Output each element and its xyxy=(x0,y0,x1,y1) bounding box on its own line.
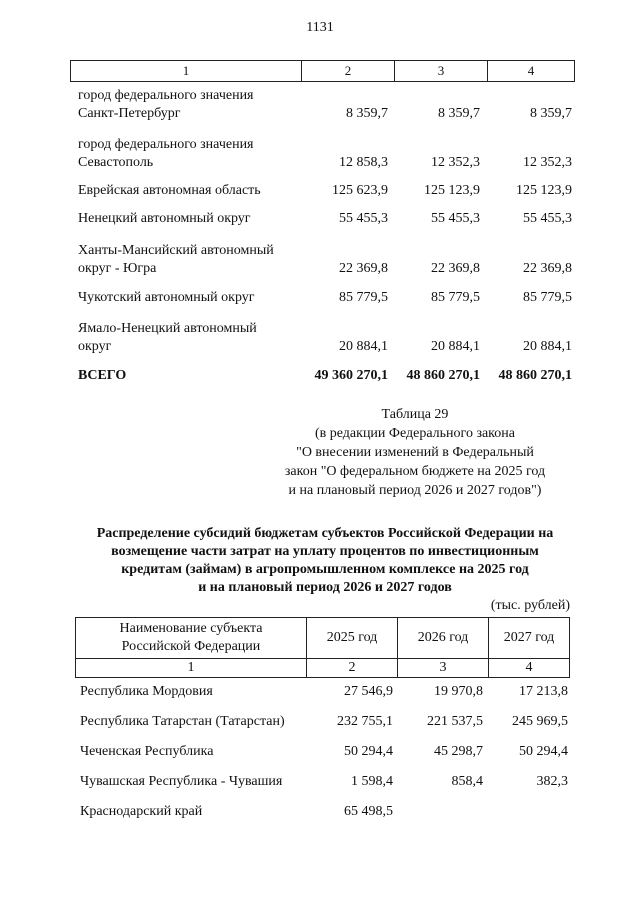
value-2025: 85 779,5 xyxy=(339,290,388,305)
value-2026: 125 123,9 xyxy=(424,183,480,198)
value-2025: 8 359,7 xyxy=(346,106,388,121)
row-name xyxy=(78,87,318,123)
header-cell: 2027 год xyxy=(503,630,555,645)
row-name-line: Ханты-Мансийский автономный xyxy=(78,243,274,258)
row-name: Ненецкий автономный округ xyxy=(78,211,251,226)
value-2025: 20 884,1 xyxy=(339,339,388,354)
value-2025: 65 498,5 xyxy=(344,804,393,819)
row-name xyxy=(78,320,318,356)
title-line: кредитам (займам) в агропромышленном комплексе на 2025 год xyxy=(121,562,529,577)
row-name-line: округ xyxy=(78,339,112,354)
value-2027: 17 213,8 xyxy=(519,684,568,699)
row-name-line: город федерального значения xyxy=(78,88,254,103)
header-cell xyxy=(76,618,306,658)
value-2025: 125 623,9 xyxy=(332,183,388,198)
column-number: 3 xyxy=(398,658,488,677)
total-2025: 49 360 270,1 xyxy=(314,368,388,383)
total-label: ВСЕГО xyxy=(78,368,127,383)
column-number: 3 xyxy=(395,61,488,81)
value-2026: 221 537,5 xyxy=(427,714,483,729)
header-col-2027 xyxy=(489,618,569,677)
table-label: Таблица 29 xyxy=(381,407,449,422)
value-2027: 50 294,4 xyxy=(519,744,568,759)
value-2025: 55 455,3 xyxy=(339,211,388,226)
header-line: Российской Федерации xyxy=(121,639,261,654)
header-col-2026 xyxy=(398,618,489,677)
header-cell: 2026 год xyxy=(417,630,469,645)
value-2027: 12 352,3 xyxy=(523,155,572,170)
value-2026: 22 369,8 xyxy=(431,261,480,276)
table-header xyxy=(75,617,570,678)
title-line: и на плановый период 2026 и 2027 годов xyxy=(198,580,452,595)
row-name-line: город федерального значения xyxy=(78,137,254,152)
subsidy-table xyxy=(75,617,570,819)
units-label: (тыс. рублей) xyxy=(490,598,570,613)
row-name: Республика Татарстан (Татарстан) xyxy=(80,714,285,729)
total-2027: 48 860 270,1 xyxy=(498,368,572,383)
value-2025: 50 294,4 xyxy=(344,744,393,759)
caption-line: (в редакции Федерального закона xyxy=(315,426,515,441)
caption-line: "О внесении изменений в Федеральный xyxy=(296,445,534,460)
page-number: 1131 xyxy=(306,20,334,35)
row-name: Чеченская Республика xyxy=(80,744,214,759)
row-name: Чувашская Республика - Чувашия xyxy=(80,774,283,789)
value-2027: 22 369,8 xyxy=(523,261,572,276)
table-title xyxy=(60,525,590,597)
value-2026: 19 970,8 xyxy=(434,684,483,699)
header-col-name xyxy=(76,618,307,677)
row-name-line: округ - Югра xyxy=(78,261,157,276)
column-number: 2 xyxy=(302,61,395,81)
row-name xyxy=(78,136,318,172)
title-line: возмещение части затрат на уплату процентов по инвестиционным xyxy=(111,544,539,559)
value-2026: 55 455,3 xyxy=(431,211,480,226)
table-caption xyxy=(255,405,575,500)
row-name xyxy=(78,242,318,278)
value-2025: 12 858,3 xyxy=(339,155,388,170)
table-continued xyxy=(70,60,575,383)
header-cell: 2025 год xyxy=(326,630,378,645)
caption-line: и на плановый период 2026 и 2027 годов") xyxy=(288,483,542,498)
column-number: 1 xyxy=(71,61,302,81)
value-2025: 27 546,9 xyxy=(344,684,393,699)
value-2027: 8 359,7 xyxy=(530,106,572,121)
value-2025: 232 755,1 xyxy=(337,714,393,729)
value-2027: 20 884,1 xyxy=(523,339,572,354)
value-2026: 858,4 xyxy=(451,774,483,789)
table-column-numbers xyxy=(70,60,575,82)
row-name-line: Санкт-Петербург xyxy=(78,106,181,121)
value-2027: 125 123,9 xyxy=(516,183,572,198)
value-2027: 55 455,3 xyxy=(523,211,572,226)
value-2026: 12 352,3 xyxy=(431,155,480,170)
header-col-2025 xyxy=(307,618,398,677)
total-2026: 48 860 270,1 xyxy=(406,368,480,383)
caption-line: закон "О федеральном бюджете на 2025 год xyxy=(284,464,546,479)
row-name: Еврейская автономная область xyxy=(78,183,261,198)
column-number: 4 xyxy=(489,658,569,677)
value-2026: 45 298,7 xyxy=(434,744,483,759)
value-2027: 382,3 xyxy=(536,774,568,789)
value-2025: 1 598,4 xyxy=(351,774,393,789)
title-line: Распределение субсидий бюджетам субъектов Российской Федерации на xyxy=(96,526,554,541)
row-name: Чукотский автономный округ xyxy=(78,290,255,305)
value-2026: 8 359,7 xyxy=(438,106,480,121)
column-number: 1 xyxy=(76,658,306,677)
row-name-line: Ямало-Ненецкий автономный xyxy=(78,321,257,336)
header-line: Наименование субъекта xyxy=(119,621,263,636)
row-name-line: Севастополь xyxy=(78,155,154,170)
value-2027: 85 779,5 xyxy=(523,290,572,305)
value-2026: 20 884,1 xyxy=(431,339,480,354)
column-number: 2 xyxy=(307,658,397,677)
column-number: 4 xyxy=(527,63,535,78)
value-2027: 245 969,5 xyxy=(512,714,568,729)
value-2025: 22 369,8 xyxy=(339,261,388,276)
row-name: Краснодарский край xyxy=(80,804,203,819)
row-name: Республика Мордовия xyxy=(80,684,213,699)
value-2026: 85 779,5 xyxy=(431,290,480,305)
